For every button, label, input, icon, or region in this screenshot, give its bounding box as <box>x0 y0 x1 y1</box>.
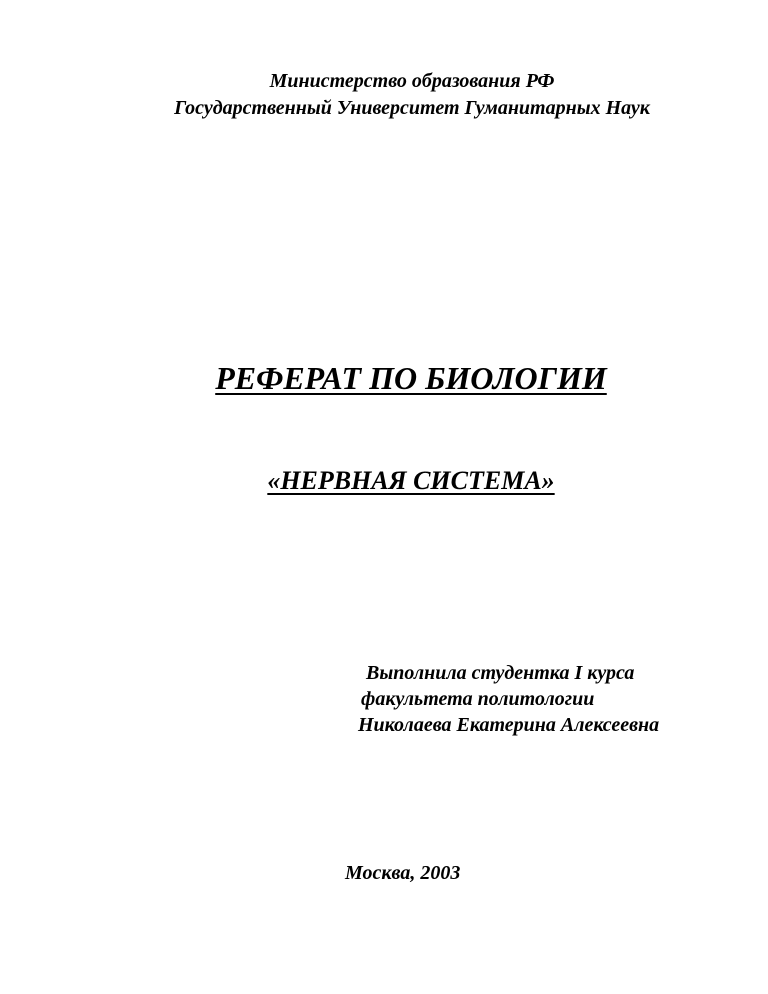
document-title <box>0 358 768 398</box>
author-line-faculty: факультета политологии <box>361 688 595 710</box>
author-line-name: Николаева Екатерина Алексеевна <box>358 714 660 736</box>
university-line: Государственный Университет Гуманитарных Наук <box>174 97 650 119</box>
author-line-student: Выполнила студентка I курса <box>366 662 635 684</box>
ministry-line: Министерство образования РФ <box>269 70 555 92</box>
document-title-text: РЕФЕРАТ ПО БИОЛОГИИ <box>215 360 607 396</box>
author-block <box>358 660 758 738</box>
city-year: Москва, 2003 <box>345 862 461 884</box>
document-subtitle-text: «НЕРВНАЯ СИСТЕМА» <box>267 466 555 495</box>
document-subtitle <box>0 465 768 497</box>
header-block <box>0 68 768 122</box>
